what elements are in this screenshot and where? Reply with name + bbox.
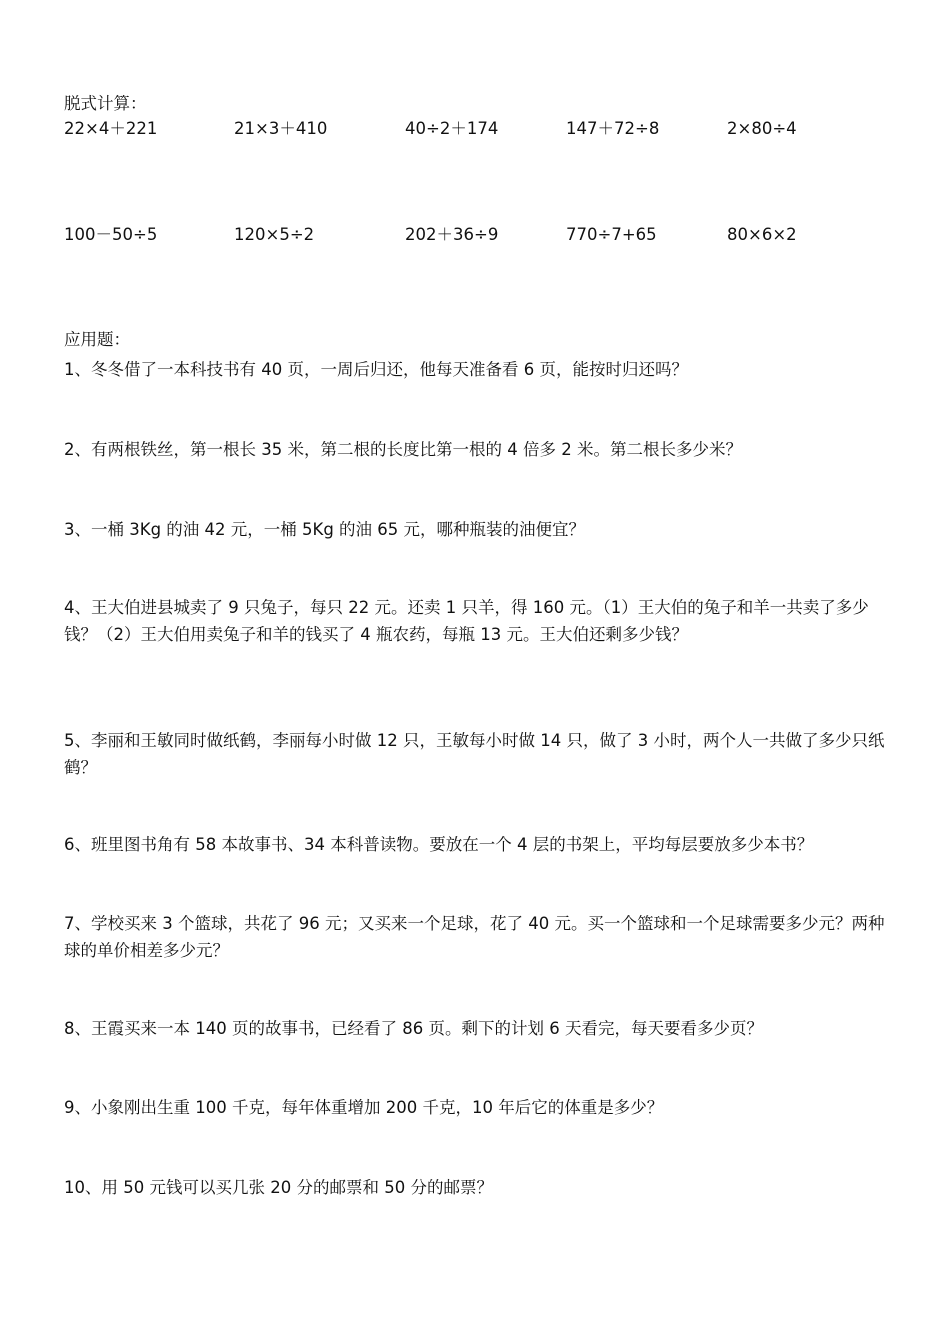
question-text: 王大伯进县城卖了 9 只兔子，每只 22 元。还卖 1 只羊，得 160 元。（1）王大伯的兔子和羊一共卖了多少钱？（2）王大伯用卖兔子和羊的钱买了 4 瓶农药，每瓶 13 元。王大伯还剩多少钱？ [64,598,869,644]
question-number: 9、 [64,1098,91,1117]
question-item [64,437,892,464]
calc-row-2 [64,224,864,246]
calc-expression: 202＋36÷9 [405,225,499,244]
question-item [64,1095,892,1122]
question-text: 小象刚出生重 100 千克，每年体重增加 200 千克，10 年后它的体重是多少？ [91,1098,664,1117]
question-number: 6、 [64,835,91,854]
question-item [64,595,892,648]
question-number: 2、 [64,440,91,459]
calc-expression: 40÷2＋174 [405,119,499,138]
calc-expression: 22×4＋221 [64,119,158,138]
question-item [64,911,892,964]
question-item [64,1175,892,1202]
question-item [64,517,892,544]
question-text: 王霞买来一本 140 页的故事书，已经看了 86 页。剩下的计划 6 天看完，每天要看多少页？ [91,1019,763,1038]
calc-row-1 [64,118,864,140]
question-text: 学校买来 3 个篮球，共花了 96 元；又买来一个足球，花了 40 元。买一个篮球和一个足球需要多少元？两种球的单价相差多少元？ [64,914,885,960]
question-number: 7、 [64,914,91,933]
question-text: 用 50 元钱可以买几张 20 分的邮票和 50 分的邮票？ [101,1178,493,1197]
question-text: 有两根铁丝，第一根长 35 米，第二根的长度比第一根的 4 倍多 2 米。第二根长多少米？ [91,440,742,459]
question-number: 5、 [64,731,91,750]
question-item [64,832,892,859]
calc-section-heading: 脱式计算： [64,94,147,113]
calc-expression: 770÷7+65 [566,225,657,244]
question-number: 1、 [64,360,91,379]
question-number: 10、 [64,1178,102,1197]
word-problems-heading: 应用题： [64,330,130,349]
question-text: 班里图书角有 58 本故事书、34 本科普读物。要放在一个 4 层的书架上，平均每层要放多少本书？ [91,835,814,854]
calc-expression: 80×6×2 [727,225,797,244]
calc-expression: 21×3＋410 [234,119,328,138]
question-number: 8、 [64,1019,91,1038]
question-number: 3、 [64,520,91,539]
question-item [64,728,892,781]
calc-expression: 147＋72÷8 [566,119,660,138]
question-text: 冬冬借了一本科技书有 40 页，一周后归还，他每天准备看 6 页，能按时归还吗？ [91,360,688,379]
calc-expression: 100－50÷5 [64,225,158,244]
calc-expression: 120×5÷2 [234,225,315,244]
question-text: 一桶 3Kg 的油 42 元，一桶 5Kg 的油 65 元，哪种瓶装的油便宜？ [91,520,586,539]
question-number: 4、 [64,598,91,617]
question-text: 李丽和王敏同时做纸鹤，李丽每小时做 12 只，王敏每小时做 14 只，做了 3 小时，两个人一共做了多少只纸鹤？ [64,731,885,777]
question-item [64,1016,892,1043]
question-item [64,357,892,384]
calc-expression: 2×80÷4 [727,119,797,138]
